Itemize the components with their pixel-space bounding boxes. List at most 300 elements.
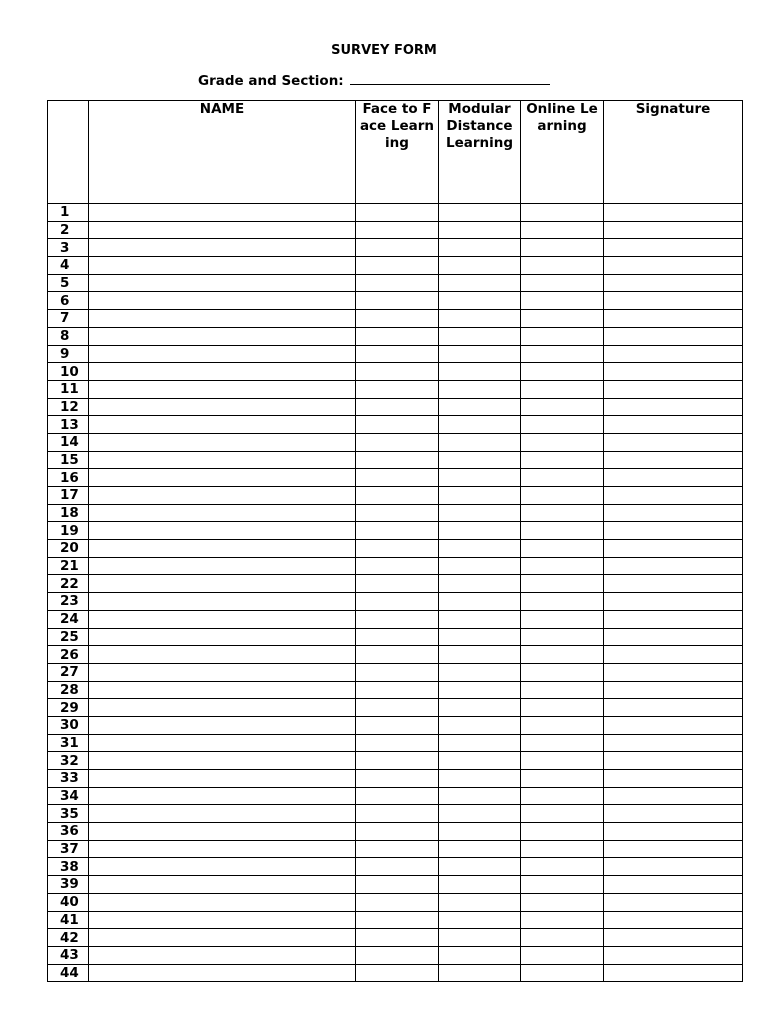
name-cell[interactable] <box>89 345 356 363</box>
face-to-face-cell[interactable] <box>356 646 439 664</box>
face-to-face-cell[interactable] <box>356 557 439 575</box>
name-cell[interactable] <box>89 823 356 841</box>
table-row <box>48 504 743 522</box>
name-cell[interactable] <box>89 858 356 876</box>
face-to-face-cell[interactable] <box>356 398 439 416</box>
face-to-face-cell[interactable] <box>356 628 439 646</box>
online-cell[interactable] <box>521 540 604 558</box>
header-modular: Modular Distance Learning <box>439 101 521 204</box>
signature-cell[interactable] <box>604 787 743 805</box>
face-to-face-cell[interactable] <box>356 469 439 487</box>
online-cell[interactable] <box>521 752 604 770</box>
modular-cell[interactable] <box>439 257 521 275</box>
modular-cell[interactable] <box>439 911 521 929</box>
row-number: 44 <box>48 964 89 982</box>
online-cell[interactable] <box>521 221 604 239</box>
online-cell[interactable] <box>521 522 604 540</box>
online-cell[interactable] <box>521 823 604 841</box>
table-row <box>48 734 743 752</box>
face-to-face-cell[interactable] <box>356 681 439 699</box>
online-cell[interactable] <box>521 646 604 664</box>
name-cell[interactable] <box>89 946 356 964</box>
online-cell[interactable] <box>521 487 604 505</box>
modular-cell[interactable] <box>439 628 521 646</box>
name-cell[interactable] <box>89 398 356 416</box>
online-cell[interactable] <box>521 310 604 328</box>
face-to-face-cell[interactable] <box>356 363 439 381</box>
modular-cell[interactable] <box>439 363 521 381</box>
online-cell[interactable] <box>521 610 604 628</box>
signature-cell[interactable] <box>604 540 743 558</box>
online-cell[interactable] <box>521 663 604 681</box>
signature-cell[interactable] <box>604 487 743 505</box>
name-cell[interactable] <box>89 752 356 770</box>
face-to-face-cell[interactable] <box>356 752 439 770</box>
signature-cell[interactable] <box>604 416 743 434</box>
name-cell[interactable] <box>89 787 356 805</box>
online-cell[interactable] <box>521 292 604 310</box>
table-row <box>48 557 743 575</box>
signature-cell[interactable] <box>604 929 743 947</box>
row-number: 16 <box>48 469 89 487</box>
modular-cell[interactable] <box>439 823 521 841</box>
face-to-face-cell[interactable] <box>356 858 439 876</box>
face-to-face-cell[interactable] <box>356 734 439 752</box>
table-row <box>48 239 743 257</box>
table-row <box>48 840 743 858</box>
table-row <box>48 964 743 982</box>
signature-cell[interactable] <box>604 345 743 363</box>
signature-cell[interactable] <box>604 663 743 681</box>
signature-cell[interactable] <box>604 858 743 876</box>
face-to-face-cell[interactable] <box>356 805 439 823</box>
table-row <box>48 380 743 398</box>
online-cell[interactable] <box>521 964 604 982</box>
online-cell[interactable] <box>521 770 604 788</box>
table-row <box>48 487 743 505</box>
modular-cell[interactable] <box>439 540 521 558</box>
table-row <box>48 805 743 823</box>
name-cell[interactable] <box>89 770 356 788</box>
modular-cell[interactable] <box>439 752 521 770</box>
face-to-face-cell[interactable] <box>356 911 439 929</box>
row-number: 3 <box>48 239 89 257</box>
name-cell[interactable] <box>89 327 356 345</box>
online-cell[interactable] <box>521 911 604 929</box>
name-cell[interactable] <box>89 929 356 947</box>
signature-cell[interactable] <box>604 770 743 788</box>
modular-cell[interactable] <box>439 557 521 575</box>
modular-cell[interactable] <box>439 610 521 628</box>
name-cell[interactable] <box>89 893 356 911</box>
face-to-face-cell[interactable] <box>356 451 439 469</box>
row-number: 39 <box>48 876 89 894</box>
table-row <box>48 681 743 699</box>
face-to-face-cell[interactable] <box>356 327 439 345</box>
online-cell[interactable] <box>521 628 604 646</box>
online-cell[interactable] <box>521 929 604 947</box>
face-to-face-cell[interactable] <box>356 787 439 805</box>
name-cell[interactable] <box>89 593 356 611</box>
table-row <box>48 911 743 929</box>
row-number: 33 <box>48 770 89 788</box>
modular-cell[interactable] <box>439 274 521 292</box>
face-to-face-cell[interactable] <box>356 345 439 363</box>
name-cell[interactable] <box>89 469 356 487</box>
form-title: SURVEY FORM <box>331 43 437 58</box>
online-cell[interactable] <box>521 858 604 876</box>
signature-cell[interactable] <box>604 716 743 734</box>
name-cell[interactable] <box>89 310 356 328</box>
row-number: 32 <box>48 752 89 770</box>
face-to-face-cell[interactable] <box>356 487 439 505</box>
online-cell[interactable] <box>521 274 604 292</box>
table-row <box>48 257 743 275</box>
survey-table <box>47 100 743 982</box>
face-to-face-cell[interactable] <box>356 204 439 222</box>
online-cell[interactable] <box>521 239 604 257</box>
modular-cell[interactable] <box>439 787 521 805</box>
face-to-face-cell[interactable] <box>356 257 439 275</box>
face-to-face-cell[interactable] <box>356 416 439 434</box>
modular-cell[interactable] <box>439 699 521 717</box>
face-to-face-cell[interactable] <box>356 380 439 398</box>
table-row <box>48 946 743 964</box>
online-cell[interactable] <box>521 787 604 805</box>
row-number: 37 <box>48 840 89 858</box>
face-to-face-cell[interactable] <box>356 823 439 841</box>
face-to-face-cell[interactable] <box>356 575 439 593</box>
modular-cell[interactable] <box>439 716 521 734</box>
table-row <box>48 398 743 416</box>
modular-cell[interactable] <box>439 398 521 416</box>
signature-cell[interactable] <box>604 327 743 345</box>
survey-body <box>48 204 743 982</box>
row-number: 19 <box>48 522 89 540</box>
online-cell[interactable] <box>521 469 604 487</box>
signature-cell[interactable] <box>604 681 743 699</box>
modular-cell[interactable] <box>439 646 521 664</box>
online-cell[interactable] <box>521 504 604 522</box>
modular-cell[interactable] <box>439 946 521 964</box>
row-number: 25 <box>48 628 89 646</box>
online-cell[interactable] <box>521 398 604 416</box>
modular-cell[interactable] <box>439 522 521 540</box>
row-number: 10 <box>48 363 89 381</box>
name-cell[interactable] <box>89 204 356 222</box>
signature-cell[interactable] <box>604 451 743 469</box>
table-row <box>48 716 743 734</box>
face-to-face-cell[interactable] <box>356 610 439 628</box>
name-cell[interactable] <box>89 557 356 575</box>
name-cell[interactable] <box>89 540 356 558</box>
online-cell[interactable] <box>521 699 604 717</box>
online-cell[interactable] <box>521 380 604 398</box>
name-cell[interactable] <box>89 610 356 628</box>
header-signature: Signature <box>604 101 743 204</box>
face-to-face-cell[interactable] <box>356 433 439 451</box>
row-number: 15 <box>48 451 89 469</box>
modular-cell[interactable] <box>439 416 521 434</box>
face-to-face-cell[interactable] <box>356 876 439 894</box>
row-number: 24 <box>48 610 89 628</box>
signature-cell[interactable] <box>604 469 743 487</box>
face-to-face-cell[interactable] <box>356 893 439 911</box>
name-cell[interactable] <box>89 646 356 664</box>
signature-cell[interactable] <box>604 876 743 894</box>
modular-cell[interactable] <box>439 858 521 876</box>
signature-cell[interactable] <box>604 257 743 275</box>
face-to-face-cell[interactable] <box>356 663 439 681</box>
name-cell[interactable] <box>89 964 356 982</box>
signature-cell[interactable] <box>604 433 743 451</box>
header-row <box>48 101 743 204</box>
row-number: 5 <box>48 274 89 292</box>
online-cell[interactable] <box>521 327 604 345</box>
table-row <box>48 540 743 558</box>
modular-cell[interactable] <box>439 770 521 788</box>
name-cell[interactable] <box>89 363 356 381</box>
name-cell[interactable] <box>89 734 356 752</box>
online-cell[interactable] <box>521 734 604 752</box>
signature-cell[interactable] <box>604 292 743 310</box>
face-to-face-cell[interactable] <box>356 770 439 788</box>
modular-cell[interactable] <box>439 310 521 328</box>
modular-cell[interactable] <box>439 876 521 894</box>
online-cell[interactable] <box>521 893 604 911</box>
name-cell[interactable] <box>89 239 356 257</box>
name-cell[interactable] <box>89 380 356 398</box>
signature-cell[interactable] <box>604 893 743 911</box>
table-row <box>48 575 743 593</box>
face-to-face-cell[interactable] <box>356 310 439 328</box>
online-cell[interactable] <box>521 345 604 363</box>
name-cell[interactable] <box>89 504 356 522</box>
signature-cell[interactable] <box>604 522 743 540</box>
modular-cell[interactable] <box>439 893 521 911</box>
modular-cell[interactable] <box>439 221 521 239</box>
online-cell[interactable] <box>521 946 604 964</box>
modular-cell[interactable] <box>439 840 521 858</box>
name-cell[interactable] <box>89 433 356 451</box>
row-number: 7 <box>48 310 89 328</box>
name-cell[interactable] <box>89 274 356 292</box>
modular-cell[interactable] <box>439 504 521 522</box>
signature-cell[interactable] <box>604 610 743 628</box>
row-number: 36 <box>48 823 89 841</box>
name-cell[interactable] <box>89 716 356 734</box>
modular-cell[interactable] <box>439 734 521 752</box>
row-number: 9 <box>48 345 89 363</box>
signature-cell[interactable] <box>604 946 743 964</box>
table-row <box>48 770 743 788</box>
row-number: 38 <box>48 858 89 876</box>
header-name: NAME <box>89 101 356 204</box>
row-number: 12 <box>48 398 89 416</box>
row-number: 18 <box>48 504 89 522</box>
name-cell[interactable] <box>89 840 356 858</box>
signature-cell[interactable] <box>604 557 743 575</box>
modular-cell[interactable] <box>439 575 521 593</box>
signature-cell[interactable] <box>604 274 743 292</box>
table-row <box>48 628 743 646</box>
signature-cell[interactable] <box>604 823 743 841</box>
signature-cell[interactable] <box>604 310 743 328</box>
row-number: 28 <box>48 681 89 699</box>
row-number: 35 <box>48 805 89 823</box>
online-cell[interactable] <box>521 416 604 434</box>
name-cell[interactable] <box>89 663 356 681</box>
modular-cell[interactable] <box>439 239 521 257</box>
face-to-face-cell[interactable] <box>356 929 439 947</box>
modular-cell[interactable] <box>439 292 521 310</box>
signature-cell[interactable] <box>604 575 743 593</box>
face-to-face-cell[interactable] <box>356 522 439 540</box>
name-cell[interactable] <box>89 416 356 434</box>
face-to-face-cell[interactable] <box>356 699 439 717</box>
modular-cell[interactable] <box>439 469 521 487</box>
name-cell[interactable] <box>89 292 356 310</box>
name-cell[interactable] <box>89 522 356 540</box>
signature-cell[interactable] <box>604 734 743 752</box>
name-cell[interactable] <box>89 487 356 505</box>
online-cell[interactable] <box>521 840 604 858</box>
modular-cell[interactable] <box>439 327 521 345</box>
header-number <box>48 101 89 204</box>
online-cell[interactable] <box>521 876 604 894</box>
table-row <box>48 469 743 487</box>
signature-cell[interactable] <box>604 380 743 398</box>
table-row <box>48 327 743 345</box>
online-cell[interactable] <box>521 575 604 593</box>
row-number: 29 <box>48 699 89 717</box>
face-to-face-cell[interactable] <box>356 946 439 964</box>
face-to-face-cell[interactable] <box>356 274 439 292</box>
signature-cell[interactable] <box>604 911 743 929</box>
table-row <box>48 876 743 894</box>
signature-cell[interactable] <box>604 964 743 982</box>
row-number: 34 <box>48 787 89 805</box>
row-number: 21 <box>48 557 89 575</box>
signature-cell[interactable] <box>604 221 743 239</box>
online-cell[interactable] <box>521 805 604 823</box>
modular-cell[interactable] <box>439 433 521 451</box>
header-online: Online Learning <box>521 101 604 204</box>
online-cell[interactable] <box>521 363 604 381</box>
grade-section-blank[interactable] <box>350 71 550 85</box>
modular-cell[interactable] <box>439 487 521 505</box>
name-cell[interactable] <box>89 805 356 823</box>
face-to-face-cell[interactable] <box>356 716 439 734</box>
signature-cell[interactable] <box>604 398 743 416</box>
signature-cell[interactable] <box>604 363 743 381</box>
table-row <box>48 274 743 292</box>
name-cell[interactable] <box>89 681 356 699</box>
table-row <box>48 663 743 681</box>
name-cell[interactable] <box>89 628 356 646</box>
name-cell[interactable] <box>89 257 356 275</box>
table-row <box>48 646 743 664</box>
online-cell[interactable] <box>521 451 604 469</box>
row-number: 23 <box>48 593 89 611</box>
table-row <box>48 363 743 381</box>
modular-cell[interactable] <box>439 345 521 363</box>
table-row <box>48 416 743 434</box>
table-row <box>48 699 743 717</box>
modular-cell[interactable] <box>439 380 521 398</box>
modular-cell[interactable] <box>439 805 521 823</box>
online-cell[interactable] <box>521 557 604 575</box>
row-number: 22 <box>48 575 89 593</box>
face-to-face-cell[interactable] <box>356 964 439 982</box>
row-number: 17 <box>48 487 89 505</box>
modular-cell[interactable] <box>439 663 521 681</box>
signature-cell[interactable] <box>604 628 743 646</box>
face-to-face-cell[interactable] <box>356 540 439 558</box>
modular-cell[interactable] <box>439 451 521 469</box>
row-number: 26 <box>48 646 89 664</box>
row-number: 6 <box>48 292 89 310</box>
online-cell[interactable] <box>521 716 604 734</box>
signature-cell[interactable] <box>604 699 743 717</box>
table-row <box>48 204 743 222</box>
row-number: 2 <box>48 221 89 239</box>
table-row <box>48 292 743 310</box>
signature-cell[interactable] <box>604 504 743 522</box>
row-number: 13 <box>48 416 89 434</box>
row-number: 31 <box>48 734 89 752</box>
row-number: 14 <box>48 433 89 451</box>
face-to-face-cell[interactable] <box>356 221 439 239</box>
signature-cell[interactable] <box>604 239 743 257</box>
name-cell[interactable] <box>89 575 356 593</box>
online-cell[interactable] <box>521 681 604 699</box>
modular-cell[interactable] <box>439 929 521 947</box>
row-number: 1 <box>48 204 89 222</box>
name-cell[interactable] <box>89 911 356 929</box>
face-to-face-cell[interactable] <box>356 593 439 611</box>
face-to-face-cell[interactable] <box>356 504 439 522</box>
name-cell[interactable] <box>89 451 356 469</box>
modular-cell[interactable] <box>439 964 521 982</box>
online-cell[interactable] <box>521 257 604 275</box>
row-number: 8 <box>48 327 89 345</box>
row-number: 27 <box>48 663 89 681</box>
face-to-face-cell[interactable] <box>356 292 439 310</box>
signature-cell[interactable] <box>604 593 743 611</box>
modular-cell[interactable] <box>439 204 521 222</box>
online-cell[interactable] <box>521 593 604 611</box>
row-number: 20 <box>48 540 89 558</box>
online-cell[interactable] <box>521 433 604 451</box>
name-cell[interactable] <box>89 876 356 894</box>
name-cell[interactable] <box>89 221 356 239</box>
modular-cell[interactable] <box>439 593 521 611</box>
name-cell[interactable] <box>89 699 356 717</box>
signature-cell[interactable] <box>604 840 743 858</box>
signature-cell[interactable] <box>604 752 743 770</box>
face-to-face-cell[interactable] <box>356 840 439 858</box>
signature-cell[interactable] <box>604 805 743 823</box>
modular-cell[interactable] <box>439 681 521 699</box>
row-number: 43 <box>48 946 89 964</box>
signature-cell[interactable] <box>604 204 743 222</box>
online-cell[interactable] <box>521 204 604 222</box>
face-to-face-cell[interactable] <box>356 239 439 257</box>
table-row <box>48 752 743 770</box>
row-number: 42 <box>48 929 89 947</box>
signature-cell[interactable] <box>604 646 743 664</box>
